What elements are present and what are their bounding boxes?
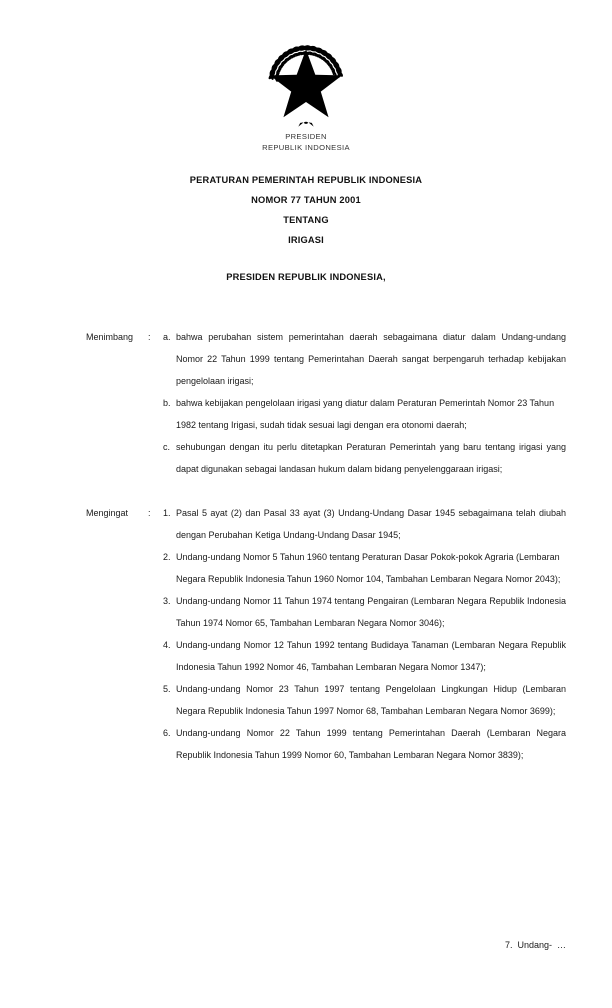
item-text: Pasal 5 ayat (2) dan Pasal 33 ayat (3) Undang-Undang Dasar 1945 sebagaimana telah diubah dengan Perubahan Ketiga Undang-Undang Dasar 1945; [176,508,566,540]
page-catchword: 7. Undang- … [504,940,566,950]
item-text: Undang-undang Nomor 12 Tahun 1992 tentang Budidaya Tanaman (Lembaran Negara Republik Indonesia Tahun 1992 Nomor 46, Tambahan Lembaran Negara Nomor 1347); [176,640,566,672]
item-text: sehubungan dengan itu perlu ditetapkan Peraturan Pemerintah yang baru tentang irigasi yang dapat digunakan sebagai landasan hukum dalam bidang penyelenggaraan irigasi; [176,442,566,474]
clause-section-menimbang [86,326,566,480]
clause-items-mengingat [163,502,566,766]
list-item [163,326,566,392]
title-regulation-type: PERATURAN PEMERINTAH REPUBLIK INDONESIA [189,175,423,185]
item-marker: b. [163,398,171,408]
clauses-container [0,326,612,766]
document-title-block [0,170,612,250]
clause-label-mengingat: Mengingat [86,508,129,518]
emblem-caption [262,132,350,153]
item-marker: c. [163,442,171,452]
emblem-caption-line1: PRESIDEN [285,132,327,141]
item-marker: 4. [163,640,171,650]
wreath-ribbon [298,122,313,127]
list-item [163,392,566,436]
clause-label-menimbang: Menimbang [86,332,134,342]
clause-items-menimbang [163,326,566,480]
item-marker: 5. [163,684,171,694]
emblem-block [0,0,612,153]
clause-colon-mengingat: : [148,508,151,518]
list-item [163,502,566,546]
item-marker: 6. [163,728,171,738]
list-item [163,590,566,634]
item-text: Undang-undang Nomor 11 Tahun 1974 tentang Pengairan (Lembaran Negara Republik Indonesia Tahun 1974 Nomor 65, Tambahan Lembaran Negara Nomor 3046); [176,596,566,628]
clause-colon-menimbang: : [148,332,151,342]
item-text: bahwa perubahan sistem pemerintahan daerah sebagaimana diatur dalam Undang-undang Nomor 22 Tahun 1999 tentang Pemerintahan Daerah sangat berpengaruh terhadap kebijakan pengelolaan irigasi; [176,332,566,386]
item-marker: 1. [163,508,171,518]
title-subject: IRIGASI [288,235,324,245]
list-item [163,436,566,480]
garuda-star-wreath-emblem [258,34,354,130]
item-marker: a. [163,332,171,342]
item-marker: 3. [163,596,171,606]
item-text: Undang-undang Nomor 23 Tahun 1997 tentang Pengelolaan Lingkungan Hidup (Lembaran Negara Republik Indonesia Tahun 1997 Nomor 68, Tambahan Lembaran Negara Nomor 3699); [176,684,566,716]
list-item [163,678,566,722]
list-item [163,546,566,590]
clause-section-mengingat [86,502,566,766]
title-number-year: NOMOR 77 TAHUN 2001 [251,195,361,205]
issuing-authority: PRESIDEN REPUBLIK INDONESIA, [226,272,386,282]
title-tentang: TENTANG [283,215,329,225]
emblem-caption-line2: REPUBLIK INDONESIA [262,142,350,152]
item-text: Undang-undang Nomor 5 Tahun 1960 tentang Peraturan Dasar Pokok-pokok Agraria (Lembaran Negara Republik Indonesia Tahun 1960 Nomor 104, Tambahan Lembaran Negara Nomor 2043); [176,552,561,584]
list-item [163,722,566,766]
item-marker: 2. [163,552,171,562]
item-text: bahwa kebijakan pengelolaan irigasi yang diatur dalam Peraturan Pemerintah Nomor 23 Tahun 1982 tentang Irigasi, sudah tidak sesuai lagi dengan era otonomi daerah; [176,398,555,430]
list-item [163,634,566,678]
item-text: Undang-undang Nomor 22 Tahun 1999 tentang Pemerintahan Daerah (Lembaran Negara Republik Indonesia Tahun 1999 Nomor 60, Tambahan Lembaran Negara Nomor 3839); [176,728,566,760]
